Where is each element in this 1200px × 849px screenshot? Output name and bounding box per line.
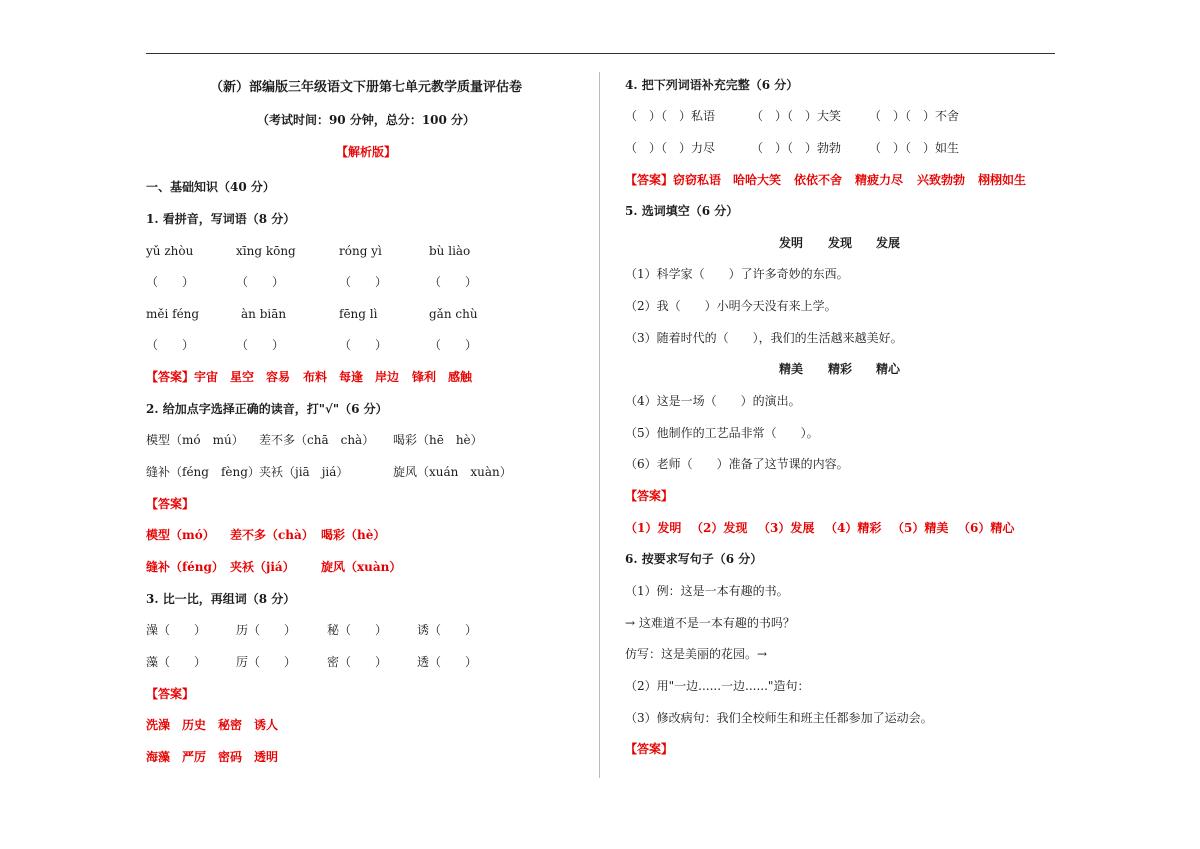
answer-label: 【答案】 — [146, 370, 195, 384]
answer-word: 历史 — [182, 718, 207, 732]
answer-word: 依依不舍 — [794, 173, 843, 187]
reading-choice: 缝补（féng fèng） — [146, 465, 260, 479]
fill-item: （4）这是一场（ ）的演出。 — [625, 394, 801, 408]
answer-word: 布料 — [303, 370, 328, 384]
answer-label: 【答案】 — [146, 497, 195, 511]
sentence-line: （2）用"一边......一边......"造句： — [625, 679, 810, 693]
answer-word: 精疲力尽 — [855, 173, 904, 187]
character-blank: 透（ ） — [417, 655, 478, 669]
answer-word: 透明 — [254, 750, 279, 764]
answer-label: 【答案】 — [625, 173, 674, 187]
top-rule — [146, 53, 1055, 54]
column-divider — [599, 72, 600, 778]
pinyin: bù liào — [429, 244, 471, 258]
answer-word: 洗澡 — [146, 718, 171, 732]
sentence-line: （1）例：这是一本有趣的书。 — [625, 584, 789, 598]
character-blank: 历（ ） — [236, 623, 297, 637]
answer-item: 差不多（chà） — [230, 528, 314, 542]
word-option: 发明 — [779, 236, 804, 250]
pinyin: měi féng — [146, 307, 200, 321]
answer-blank: （ ） — [339, 338, 388, 352]
character-blank: 厉（ ） — [236, 655, 297, 669]
idiom-blank: （ ）（ ）不舍 — [869, 109, 960, 123]
answer-blank: （ ） — [339, 275, 388, 289]
question-1-heading: 1. 看拼音，写词语（8 分） — [146, 212, 296, 226]
word-option: 发展 — [876, 236, 901, 250]
answer-word: 容易 — [266, 370, 291, 384]
character-blank: 藻（ ） — [146, 655, 207, 669]
answer-word: 感触 — [448, 370, 473, 384]
reading-choice: 差不多（chā chà） — [259, 433, 375, 447]
edition-label: 【解析版】 — [335, 145, 396, 159]
answer-word: 栩栩如生 — [978, 173, 1027, 187]
pinyin: gǎn chù — [429, 307, 478, 321]
answer-blank: （ ） — [429, 275, 478, 289]
reading-choice: 喝彩（hē hè） — [393, 433, 483, 447]
sentence-line: （3）修改病句：我们全校师生和班主任都参加了运动会。 — [625, 711, 933, 725]
answer-blank: （ ） — [429, 338, 478, 352]
sentence-line: 仿写：这是美丽的花园。→ — [625, 647, 768, 661]
answer-word: 诱人 — [254, 718, 279, 732]
answer-item: （4）精彩 — [825, 521, 882, 535]
answer-word: 星空 — [230, 370, 255, 384]
answer-item: （5）精美 — [892, 521, 949, 535]
idiom-blank: （ ）（ ）勃勃 — [751, 141, 842, 155]
exam-title: （新）部编版三年级语文下册第七单元教学质量评估卷 — [209, 80, 522, 95]
reading-choice: 旋风（xuán xuàn） — [393, 465, 512, 479]
answer-item: （3）发展 — [758, 521, 815, 535]
fill-item: （6）老师（ ）准备了这节课的内容。 — [625, 457, 849, 471]
answer-blank: （ ） — [146, 338, 195, 352]
word-option: 精彩 — [828, 362, 853, 376]
answer-item: （1）发明 — [625, 521, 682, 535]
fill-item: （2）我（ ）小明今天没有来上学。 — [625, 299, 837, 313]
answer-word: 兴致勃勃 — [917, 173, 966, 187]
answer-blank: （ ） — [236, 275, 285, 289]
question-2-heading: 2. 给加点字选择正确的读音，打"√"（6 分） — [146, 402, 388, 416]
answer-word: 海藻 — [146, 750, 171, 764]
answer-item: 喝彩（hè） — [321, 528, 386, 542]
answer-item: （6）精心 — [958, 521, 1015, 535]
fill-item: （3）随着时代的（ ），我们的生活越来越美好。 — [625, 331, 903, 345]
answer-label: 【答案】 — [146, 687, 195, 701]
fill-item: （5）他制作的工艺品非常（ ）。 — [625, 426, 819, 440]
answer-word: 岸边 — [375, 370, 400, 384]
character-blank: 澡（ ） — [146, 623, 207, 637]
character-blank: 秘（ ） — [327, 623, 388, 637]
answer-word: 每逢 — [339, 370, 364, 384]
pinyin: fēng lì — [339, 307, 378, 321]
answer-word: 哈哈大笑 — [733, 173, 782, 187]
answer-label: 【答案】 — [625, 489, 674, 503]
pinyin: róng yì — [339, 244, 382, 258]
idiom-blank: （ ）（ ）如生 — [869, 141, 960, 155]
pinyin: yǔ zhòu — [146, 244, 194, 258]
answer-word: 锋利 — [412, 370, 437, 384]
word-option: 精心 — [876, 362, 901, 376]
section-heading: 一、基础知识（40 分） — [146, 180, 275, 194]
character-blank: 密（ ） — [327, 655, 388, 669]
question-5-heading: 5. 选词填空（6 分） — [625, 204, 739, 218]
exam-subtitle: （考试时间：90 分钟，总分：100 分） — [256, 113, 476, 127]
answer-word: 窃窃私语 — [673, 173, 722, 187]
sentence-line: → 这难道不是一本有趣的书吗？ — [625, 616, 795, 630]
answer-blank: （ ） — [146, 275, 195, 289]
answer-item: 缝补（féng） — [146, 560, 224, 574]
answer-word: 秘密 — [218, 718, 243, 732]
answer-word: 严厉 — [182, 750, 207, 764]
question-3-heading: 3. 比一比，再组词（8 分） — [146, 592, 296, 606]
question-4-heading: 4. 把下列词语补充完整（6 分） — [625, 78, 799, 92]
fill-item: （1）科学家（ ）了许多奇妙的东西。 — [625, 267, 849, 281]
answer-item: 模型（mó） — [146, 528, 215, 542]
word-option: 发现 — [828, 236, 853, 250]
answer-word: 宇宙 — [194, 370, 219, 384]
character-blank: 诱（ ） — [417, 623, 478, 637]
pinyin: xīng kōng — [236, 244, 296, 258]
answer-item: 旋风（xuàn） — [321, 560, 402, 574]
pinyin: àn biān — [241, 307, 287, 321]
idiom-blank: （ ）（ ）私语 — [625, 109, 716, 123]
answer-item: 夹袄（jiá） — [230, 560, 295, 574]
idiom-blank: （ ）（ ）大笑 — [751, 109, 842, 123]
idiom-blank: （ ）（ ）力尽 — [625, 141, 716, 155]
answer-label: 【答案】 — [625, 742, 674, 756]
reading-choice: 夹袄（jiā jiá） — [259, 465, 349, 479]
answer-blank: （ ） — [236, 338, 285, 352]
word-option: 精美 — [779, 362, 804, 376]
question-6-heading: 6. 按要求写句子（6 分） — [625, 552, 763, 566]
answer-word: 密码 — [218, 750, 243, 764]
answer-item: （2）发现 — [691, 521, 748, 535]
reading-choice: 模型（mó mú） — [146, 433, 244, 447]
